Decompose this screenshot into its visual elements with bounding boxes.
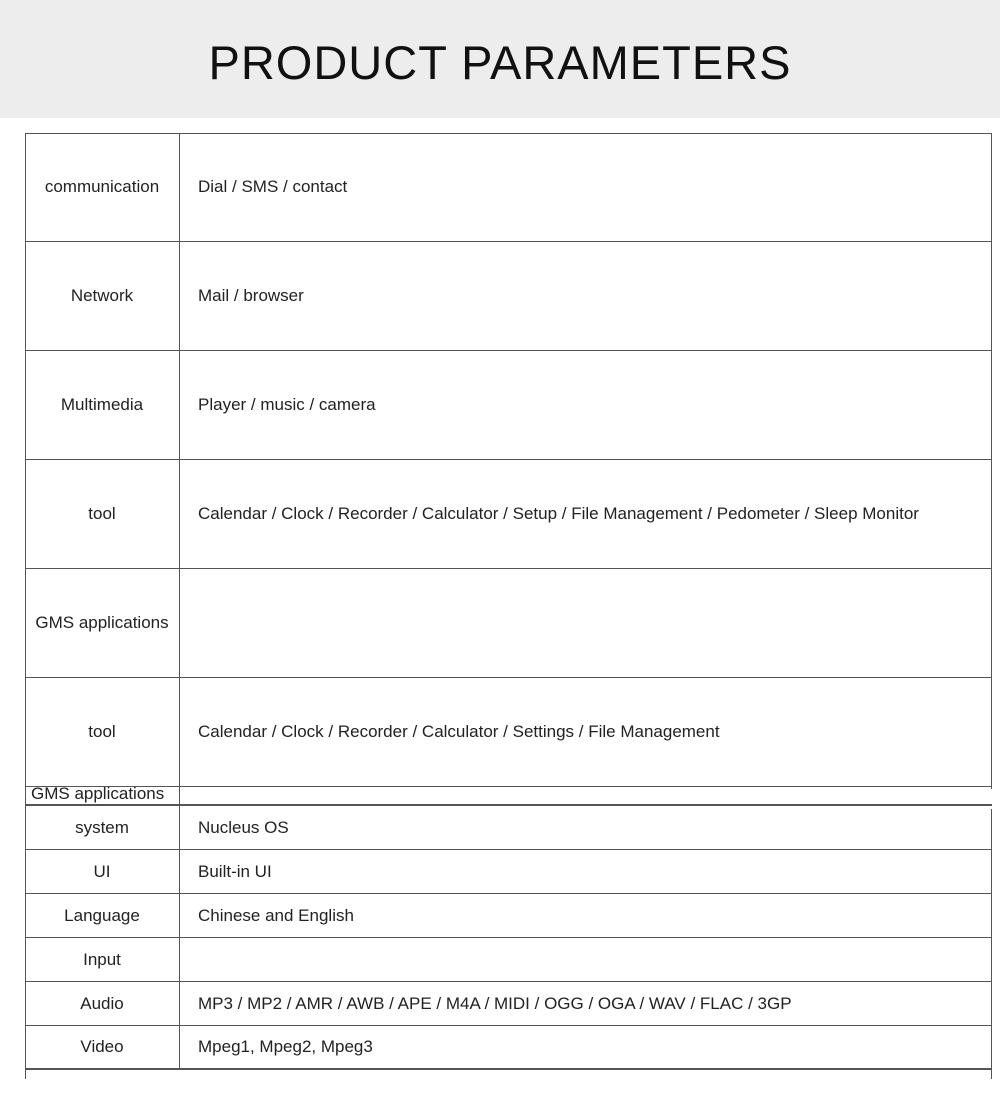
table-row [25,678,992,787]
row-value: MP3 / MP2 / AMR / AWB / APE / M4A / MIDI / OGG / OGA / WAV / FLAC / 3GP [198,993,792,1013]
row-value: Dial / SMS / contact [198,177,348,196]
row-label: Network [25,242,180,350]
table-row [25,133,992,242]
table-row [25,242,992,351]
row-label: UI [25,850,180,893]
row-value: Player / music / camera [198,395,376,414]
row-value [180,938,992,981]
row-value: Calendar / Clock / Recorder / Calculator / Setup / File Management / Pedometer / Sleep Monitor [198,504,919,523]
table-row [25,806,992,850]
row-label: communication [25,133,180,241]
row-label: system [25,806,180,849]
table-right-border-upper [991,133,992,789]
row-value [180,787,992,804]
row-label: Video [25,1026,180,1068]
row-label: Language [25,894,180,937]
table-right-border-lower [991,809,992,1079]
table-row [25,460,992,569]
row-value [180,569,992,677]
row-value: Built-in UI [198,861,272,881]
table-row [25,784,992,806]
table-left-border [25,133,26,1079]
table-row [25,938,992,982]
row-label: tool [25,678,180,786]
row-label: Input [25,938,180,981]
table-row [25,1026,992,1070]
row-label: tool [25,460,180,568]
row-value: Chinese and English [198,905,354,925]
table-row [25,351,992,460]
table-row [25,569,992,678]
row-value: Mail / browser [198,286,304,305]
table-top-border [25,133,992,134]
table-row [25,894,992,938]
table-row [25,850,992,894]
row-label: GMS applications [25,784,180,804]
row-value: Calendar / Clock / Recorder / Calculator / Settings / File Management [198,722,720,741]
row-value: Nucleus OS [198,817,289,837]
header-band [0,0,1000,118]
table-row [25,982,992,1026]
row-label: Audio [25,982,180,1025]
row-value: Mpeg1, Mpeg2, Mpeg3 [198,1037,373,1056]
row-label: GMS applications [25,569,180,677]
parameters-table [25,133,992,1070]
page-title: PRODUCT PARAMETERS [208,35,792,89]
row-label: Multimedia [25,351,180,459]
